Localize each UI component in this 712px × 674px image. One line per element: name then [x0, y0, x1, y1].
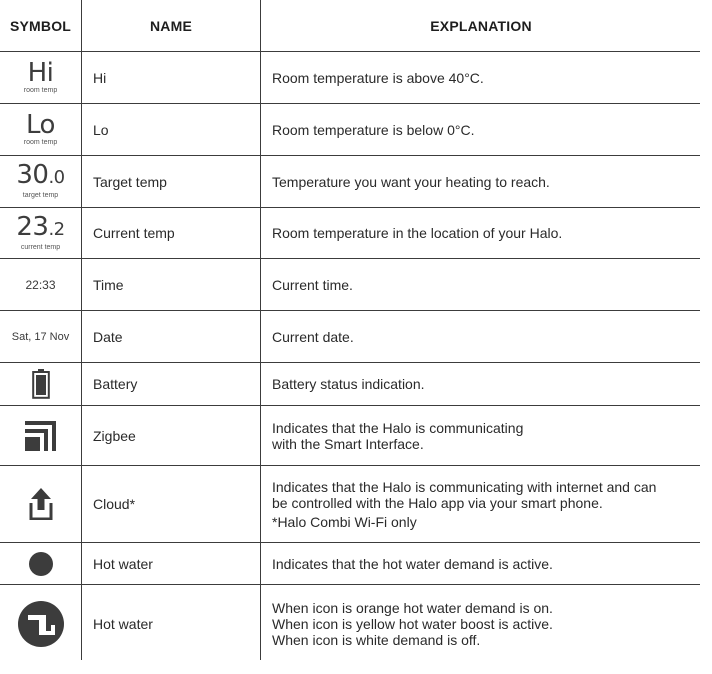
symbol-date-text: Sat, 17 Nov: [11, 330, 70, 343]
explanation-cell: [261, 363, 701, 405]
symbol-current-temp-value: [16, 211, 65, 242]
name-cell: Current temp: [93, 225, 175, 241]
explanation-line: Indicates that the Halo is communicating with internet and can: [272, 478, 657, 495]
explanation-line: with the Smart Interface.: [272, 435, 424, 452]
temp-decimal: .0: [48, 167, 65, 188]
symbol-lo-text: Lo: [26, 109, 55, 140]
cloud-upload-icon: [29, 488, 53, 520]
explanation-note: *Halo Combi Wi-Fi only: [272, 513, 417, 530]
explanation-cell: [261, 259, 701, 310]
explanation-line: be controlled with the Halo app via your smart phone.: [272, 494, 603, 511]
explanation-line: Current time.: [272, 276, 353, 293]
symbol-hot-water-tap: [0, 585, 81, 663]
explanation-cell: [261, 466, 701, 542]
symbol-lo-caption: room temp: [23, 138, 58, 146]
name-cell: Date: [93, 328, 123, 345]
explanation-cell: [261, 543, 701, 584]
explanation-cell: [261, 311, 701, 362]
symbol-hot-water-dot: [0, 543, 81, 584]
explanation-cell: [261, 406, 701, 465]
temp-integer: 30: [16, 160, 49, 190]
symbol-cloud: [0, 466, 81, 542]
explanation-cell: [261, 104, 701, 155]
explanation-line: When icon is orange hot water demand is on.: [272, 600, 553, 616]
explanation-line: When icon is yellow hot water boost is active.: [272, 616, 553, 632]
symbol-zigbee: [0, 406, 81, 465]
tap-icon: [17, 600, 65, 648]
explanation-cell: [261, 208, 701, 258]
explanation-line: Indicates that the Halo is communicating: [272, 419, 524, 436]
header-symbol: SYMBOL: [9, 17, 72, 34]
explanation-cell: [261, 585, 701, 663]
dot-icon: [28, 551, 54, 577]
temp-integer: 23: [16, 211, 49, 242]
explanation-cell: [261, 52, 701, 103]
symbol-hi-caption: room temp: [23, 86, 58, 94]
explanation-line: Room temperature is above 40°C.: [272, 69, 484, 86]
symbol-target-temp-value: [16, 160, 65, 190]
explanation-line: When icon is white demand is off.: [272, 632, 481, 648]
explanation-line: Temperature you want your heating to reach.: [272, 173, 550, 190]
symbol-hi-text: Hi: [27, 57, 54, 88]
name-cell: Hot water: [93, 555, 153, 572]
explanation-line: Battery status indication.: [272, 376, 425, 392]
symbol-lo: [0, 104, 81, 155]
name-cell: Zigbee: [93, 427, 136, 444]
name-cell: Cloud*: [93, 496, 136, 512]
name-cell: Target temp: [93, 173, 167, 190]
explanation-line: Indicates that the hot water demand is active.: [272, 555, 553, 572]
symbol-time: [0, 259, 81, 310]
battery-icon: [32, 369, 50, 399]
explanation-line: Room temperature in the location of your Halo.: [272, 225, 563, 241]
symbol-target-temp-caption: target temp: [22, 192, 59, 199]
zigbee-icon: [25, 421, 57, 451]
symbol-time-text: 22:33: [25, 277, 56, 292]
header-name: NAME: [149, 17, 193, 34]
symbol-battery: [0, 363, 81, 405]
symbol-current-temp-caption: current temp: [20, 243, 61, 251]
explanation-line: Room temperature is below 0°C.: [272, 121, 475, 138]
header-explanation: EXPLANATION: [430, 17, 532, 34]
symbol-date: [0, 311, 81, 362]
symbol-current-temp: [0, 208, 81, 258]
name-cell: Lo: [93, 121, 109, 138]
explanation-cell: [261, 156, 701, 207]
name-cell: Battery: [93, 376, 138, 392]
symbol-hi: [0, 52, 81, 103]
temp-decimal: .2: [48, 218, 65, 240]
name-cell: Time: [93, 276, 124, 293]
name-cell: Hot water: [93, 616, 153, 632]
name-cell: Hi: [93, 69, 107, 86]
symbol-target-temp: [0, 156, 81, 207]
explanation-line: Current date.: [272, 328, 354, 345]
